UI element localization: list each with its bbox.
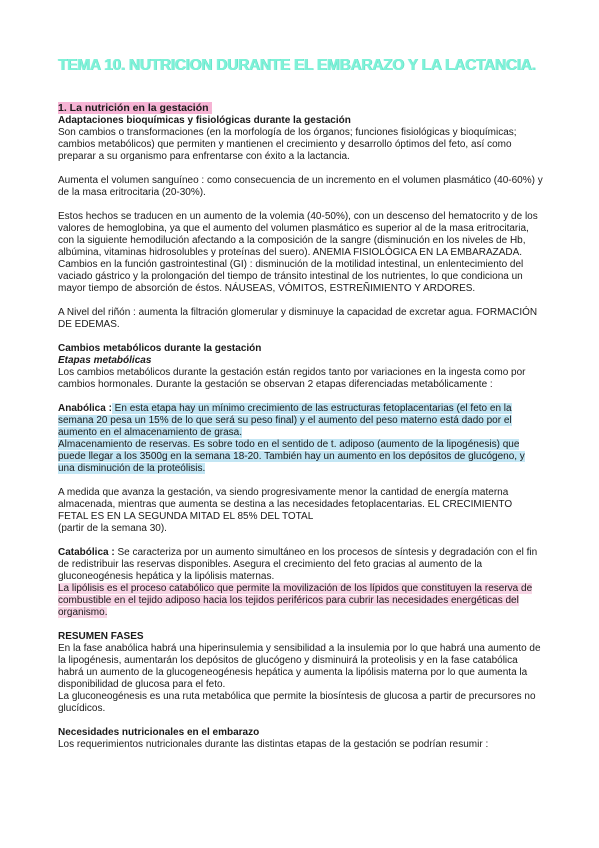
paragraph-etapas-intro: Los cambios metabólicos durante la gestación están regidos tanto por variaciones en la ingesta como por cambios hormonales. Durante la gestación se observan 2 etapas diferenciadas metabólicamente : — [58, 367, 526, 390]
paragraph-anabolica — [58, 403, 544, 439]
paragraph-semana-30: (partir de la semana 30). — [58, 523, 167, 534]
paragraph-rinon: A Nivel del riñón : aumenta la filtración glomerular y disminuye la capacidad de excretar agua. FORMACIÓN DE EDEMAS. — [58, 307, 538, 330]
almacenamiento-text: Almacenamiento de reservas. Es sobre todo en el sentido de t. adiposo (aumento de la lipogénesis) que puede llegar a los 3500g en la semana 18-20. También hay un aumento en los depósitos de glucógeno, y una disminución de la proteólisis. — [58, 439, 525, 474]
lipolisis-text: La lipólisis es el proceso catabólico que permite la movilización de los lípidos que constituyen la reserva de combustible en el tejido adiposo hacia los tejidos periféricos para cubrir las necesidades energéticas del organismo. — [58, 583, 533, 618]
paragraph-requerimientos: Los requerimientos nutricionales durante las distintas etapas de la gestación se podrían resumir : — [58, 739, 489, 750]
subheading-etapas-metabolicas: Etapas metabólicas — [58, 355, 152, 366]
paragraph-gluconeogenesis: La gluconeogénesis es una ruta metabólica que permite la biosíntesis de glucosa a partir de precursores no glucídicos. — [58, 691, 536, 714]
paragraph-cambios: Son cambios o transformaciones (en la morfología de los órganos; funciones fisiológicas y bioquímicas; cambios metabólicos) que permiten y mantienen el crecimiento y desarrollo óptimos del feto, así como preparar a su organismo para enfrentarse con éxito a la lactancia. — [58, 127, 517, 162]
paragraph-resumen: En la fase anabólica habrá una hiperinsulemia y sensibilidad a la insulemia por lo que habrá una aumento de la lipogénesis, aumentarán los depósitos de glucógeno y disminuirá la proteolisis y en la fase catabólica habrá un aumento de la glucogeneogénesis hepática y aumenta la lipólisis materna por lo que aumenta la disponibilidad de glucosa para el feto. — [58, 643, 541, 690]
paragraph-volemia: Estos hechos se traducen en un aumento de la volemia (40-50%), con un descenso del hematocrito y de los valores de hemoglobina, ya que el aumento del volumen plasmático es superior al de la masa eritrocitaria, con la siguiente hemodilución afectando a la composición de la sangre (disminución en los niveles de Hb, albúmina, vitaminas hidrosolubles y proteínas del suero). ANEMIA FISIOLÓGICA EN LA EMBARAZADA. Cambios en la función gastrointestinal (GI) : disminución de la motilidad intestinal, un enlentecimiento del vaciado gástrico y la prolongación del tiempo de tránsito intestinal de los nutrientes, lo que condiciona un mayor tiempo de absorción de éstos. NÁUSEAS, VÓMITOS, ESTREÑIMIENTO Y ARDORES. — [58, 211, 538, 294]
paragraph-catabolica — [58, 547, 544, 583]
document-body — [58, 102, 544, 751]
document-title: TEMA 10. NUTRICION DURANTE EL EMBARAZO Y LA LACTANCIA. — [58, 57, 536, 74]
anabolica-text: En esta etapa hay un mínimo crecimiento de las estructuras fetoplacentarias (el feto en la semana 20 pesa un 15% de lo que será su peso final) y el aumento del peso materno está dado por el aumento en el almacenamiento de grasa. — [58, 403, 512, 438]
label-anabolica: Anabólica : — [58, 403, 112, 414]
heading-resumen-fases: RESUMEN FASES — [58, 631, 144, 642]
section-heading-nutricion: 1. La nutrición en la gestación — [58, 102, 212, 114]
heading-necesidades: Necesidades nutricionales en el embarazo — [58, 727, 260, 738]
paragraph-almacenamiento — [58, 439, 544, 475]
paragraph-avance-gestacion: A medida que avanza la gestación, va siendo progresivamente menor la cantidad de energía materna almacenada, mientras que aumenta se destina a las necesidades fetoplacentarias. EL CRECIMIENTO FETAL ES EN LA SEGUNDA MITAD EL 85% DEL TOTAL — [58, 487, 513, 522]
paragraph-lipolisis — [58, 583, 544, 619]
paragraph-volumen-sanguineo: Aumenta el volumen sanguíneo : como consecuencia de un incremento en el volumen plasmático (40-60%) y de la masa eritrocitaria (20-30%). — [58, 175, 543, 198]
subheading-adaptaciones: Adaptaciones bioquímicas y fisiológicas durante la gestación — [58, 115, 351, 126]
label-catabolica: Catabólica : — [58, 547, 115, 558]
heading-cambios-metabolicos: Cambios metabólicos durante la gestación — [58, 343, 262, 354]
catabolica-text: Se caracteriza por un aumento simultáneo en los procesos de síntesis y degradación con el fin de redistribuir las reservas disponibles. Asegura el crecimiento del feto gracias al aumento de la gluconeogénesis hepática y la lipólisis maternas. — [58, 547, 538, 582]
